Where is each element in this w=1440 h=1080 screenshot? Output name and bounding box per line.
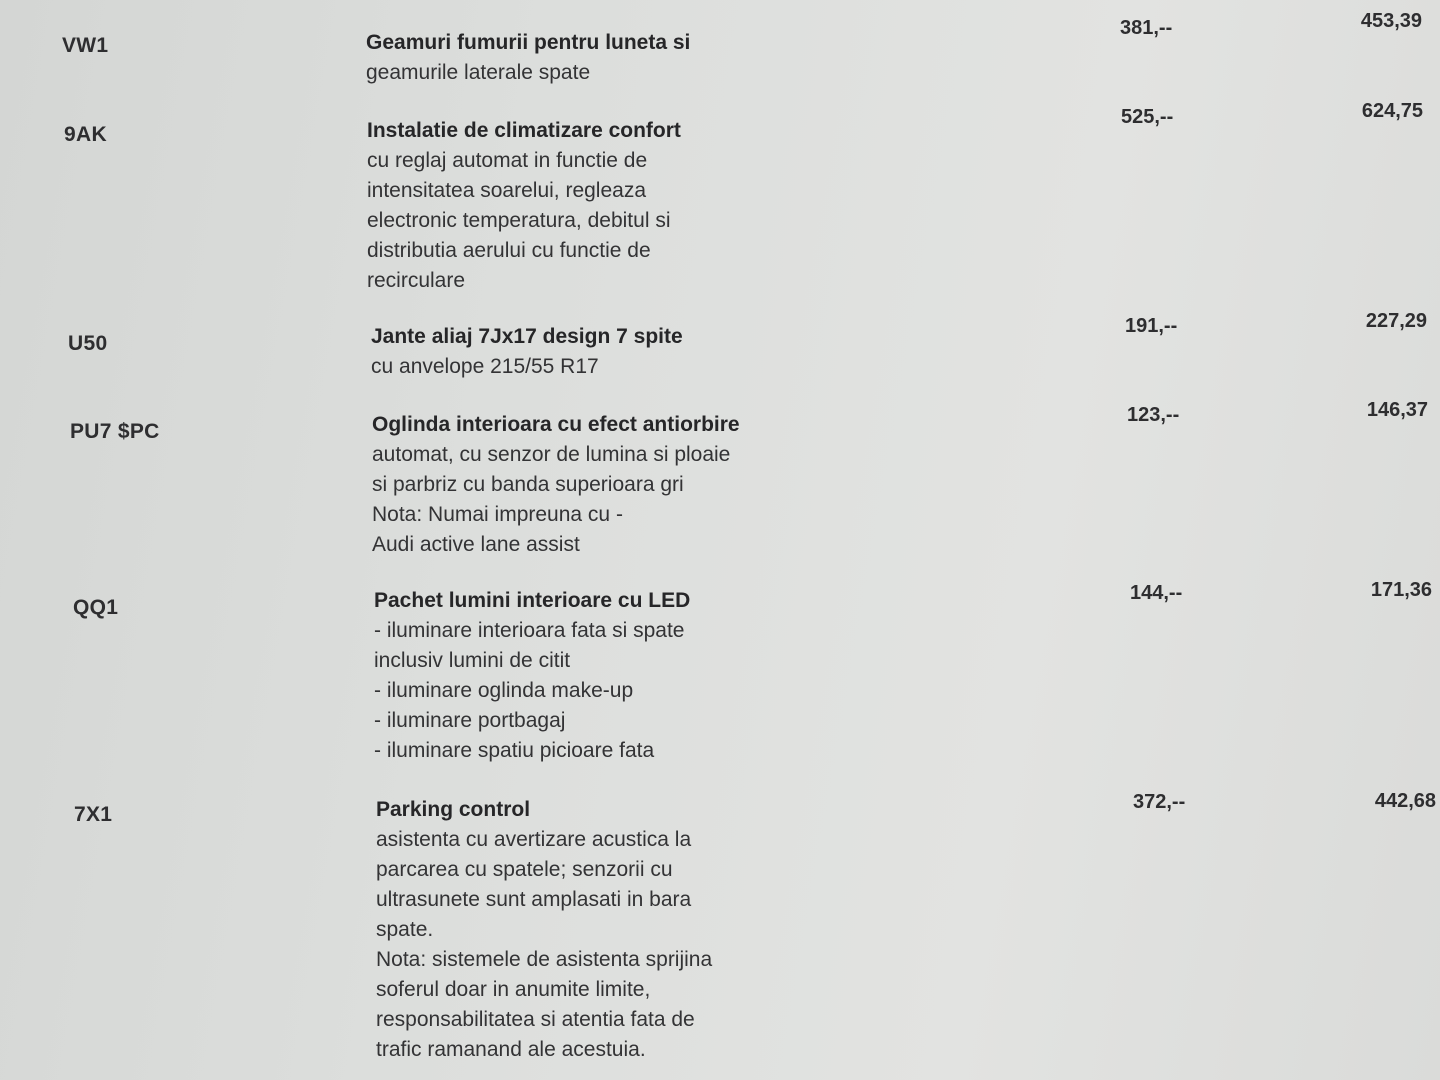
- option-description: [366, 28, 836, 88]
- option-detail-line: si parbriz cu banda superioara gri: [372, 473, 684, 496]
- option-code: VW1: [62, 34, 109, 57]
- option-detail-line: cu reglaj automat in functie de: [367, 149, 648, 172]
- option-title: Geamuri fumurii pentru luneta si: [366, 31, 691, 54]
- option-detail-line: distributia aerului cu functie de: [367, 239, 651, 262]
- option-gross-price: 146,37: [1366, 399, 1428, 421]
- option-description: [367, 116, 837, 296]
- option-net-price: 381,--: [1120, 17, 1173, 39]
- option-gross-price: 442,68: [1374, 790, 1436, 812]
- option-code: QQ1: [73, 596, 119, 619]
- option-detail-line: ultrasunete sunt amplasati in bara: [376, 888, 692, 911]
- option-code: U50: [68, 332, 108, 355]
- option-title: Jante aliaj 7Jx17 design 7 spite: [371, 325, 683, 348]
- option-detail-line: soferul doar in anumite limite,: [376, 978, 651, 1001]
- option-detail-line: Nota: sistemele de asistenta sprijina: [376, 948, 713, 971]
- option-detail-line: parcarea cu spatele; senzorii cu: [376, 858, 673, 881]
- option-detail-line: Nota: Numai impreuna cu -: [372, 503, 623, 526]
- option-code: PU7 $PC: [70, 420, 160, 443]
- option-detail-line: inclusiv lumini de citit: [374, 649, 571, 672]
- option-net-price: 372,--: [1133, 791, 1186, 813]
- option-code: 9AK: [64, 123, 107, 146]
- option-detail-line: responsabilitatea si atentia fata de: [376, 1008, 695, 1031]
- option-gross-price: 171,36: [1370, 579, 1432, 601]
- option-gross-price: 227,29: [1365, 310, 1427, 332]
- option-net-price: 123,--: [1127, 404, 1180, 426]
- option-net-price: 525,--: [1121, 106, 1174, 128]
- option-detail-line: - iluminare spatiu picioare fata: [374, 739, 655, 762]
- option-title: Pachet lumini interioare cu LED: [374, 589, 691, 612]
- option-gross-price: 453,39: [1360, 10, 1422, 32]
- option-net-price: 191,--: [1125, 315, 1178, 337]
- option-detail-line: - iluminare portbagaj: [374, 709, 566, 732]
- option-description: [374, 586, 844, 766]
- option-title: Parking control: [376, 798, 531, 821]
- option-detail-line: spate.: [376, 918, 434, 941]
- option-code: 7X1: [74, 803, 113, 826]
- option-description: [371, 322, 841, 382]
- option-detail-line: asistenta cu avertizare acustica la: [376, 828, 692, 851]
- option-detail-line: electronic temperatura, debitul si: [367, 209, 671, 232]
- option-detail-line: trafic ramanand ale acestuia.: [376, 1038, 646, 1061]
- option-detail-line: automat, cu senzor de lumina si ploaie: [372, 443, 731, 466]
- option-gross-price: 624,75: [1361, 100, 1423, 122]
- option-detail-line: - iluminare oglinda make-up: [374, 679, 634, 702]
- option-description: [372, 410, 842, 560]
- option-description: [376, 795, 846, 1065]
- option-detail-line: - iluminare interioara fata si spate: [374, 619, 685, 642]
- option-net-price: 144,--: [1130, 582, 1183, 604]
- option-title: Oglinda interioara cu efect antiorbire: [372, 413, 740, 436]
- option-title: Instalatie de climatizare confort: [367, 119, 681, 142]
- option-detail-line: recirculare: [367, 269, 466, 292]
- option-detail-line: intensitatea soarelui, regleaza: [367, 179, 647, 202]
- option-detail-line: geamurile laterale spate: [366, 61, 591, 84]
- option-detail-line: Audi active lane assist: [372, 533, 580, 556]
- option-detail-line: cu anvelope 215/55 R17: [371, 355, 599, 378]
